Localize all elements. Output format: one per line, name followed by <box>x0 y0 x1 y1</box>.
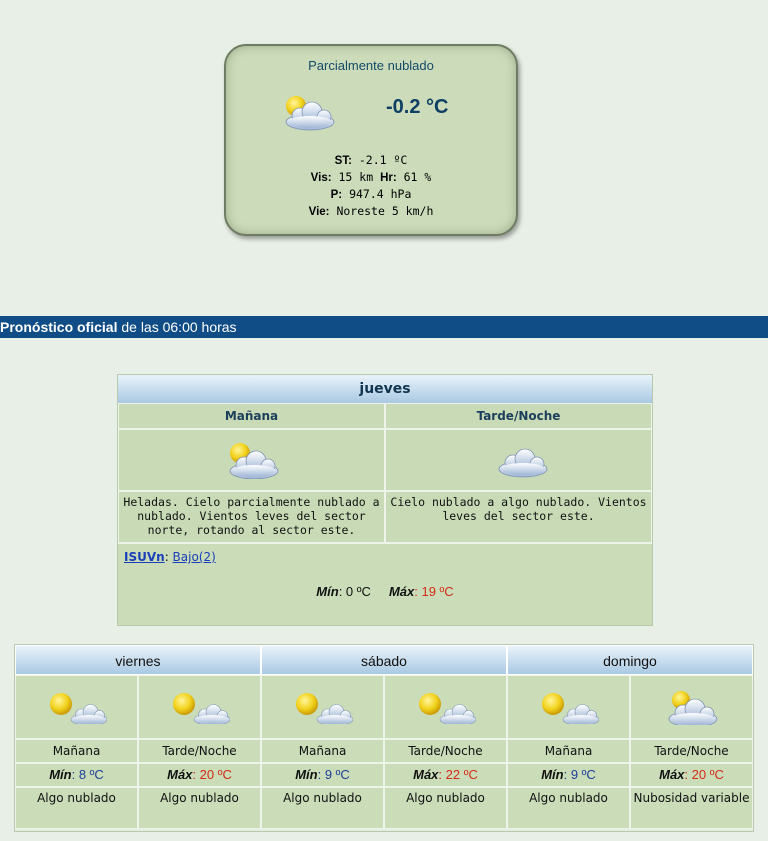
sun-cloud-icon <box>539 690 599 724</box>
temp-label: Mín <box>541 767 564 782</box>
temp-label: Máx <box>167 767 193 782</box>
temp-cell <box>15 763 138 787</box>
today-min-label: Mín <box>316 584 339 599</box>
temp-cell <box>384 763 507 787</box>
today-max-label: Máx <box>388 584 415 599</box>
temp-value: : 20 ºC <box>684 767 724 782</box>
hr-value: 61 % <box>403 170 432 184</box>
day-header-sabado: sábado <box>261 645 507 675</box>
temp-label: Máx <box>413 767 439 782</box>
hr-label: Hr: <box>380 172 397 184</box>
temp-label: Mín <box>49 767 72 782</box>
period-label: Mañana <box>261 739 384 763</box>
sun-cloud-icon <box>293 690 353 724</box>
st-value: -2.1 ºC <box>358 153 408 167</box>
vis-value: 15 km <box>338 170 374 184</box>
temp-value: : 9 ºC <box>317 767 350 782</box>
current-condition: Parcialmente nublado <box>308 58 434 73</box>
period-label: Mañana <box>15 739 138 763</box>
temp-value: : 20 ºC <box>192 767 232 782</box>
condition-desc: Algo nublado <box>261 787 384 829</box>
temp-label: Mín <box>295 767 318 782</box>
sun-cloud-icon <box>170 690 230 724</box>
st-label: ST: <box>334 155 352 167</box>
sun-cloud-icon <box>47 690 107 724</box>
temp-cell <box>507 763 630 787</box>
banner-bold: Pronóstico oficial <box>0 319 118 335</box>
partly-cloudy-icon <box>659 689 725 725</box>
today-evening-label: Tarde/Noche <box>385 403 652 429</box>
isuvn-sep: : <box>164 550 173 564</box>
temp-label: Máx <box>659 767 685 782</box>
temp-value: : 8 ºC <box>71 767 104 782</box>
temp-value: : 22 ºC <box>438 767 478 782</box>
condition-desc: Algo nublado <box>138 787 261 829</box>
period-label: Tarde/Noche <box>138 739 261 763</box>
forecast-icon-cell <box>507 675 630 739</box>
forecast-icon-cell <box>261 675 384 739</box>
current-conditions-card <box>224 44 518 236</box>
period-label: Tarde/Noche <box>384 739 507 763</box>
isuvn-value-link[interactable]: Bajo(2) <box>172 550 216 564</box>
today-evening-desc: Cielo nublado a algo nublado. Vientos leves del sector este. <box>385 491 652 543</box>
wind-label: Vie: <box>308 206 330 218</box>
partly-cloudy-icon <box>214 441 290 479</box>
current-temperature: -0.2 °C <box>386 96 449 118</box>
temp-value: : 9 ºC <box>563 767 596 782</box>
forecast-icon-cell <box>384 675 507 739</box>
today-day-header: jueves <box>118 375 652 403</box>
sun-cloud-icon <box>416 690 476 724</box>
condition-desc: Algo nublado <box>15 787 138 829</box>
cloudy-icon <box>481 441 557 479</box>
today-forecast <box>117 374 653 626</box>
forecast-banner <box>0 316 768 338</box>
temp-cell <box>630 763 753 787</box>
extended-forecast <box>14 644 754 832</box>
forecast-icon-cell <box>630 675 753 739</box>
condition-desc: Algo nublado <box>384 787 507 829</box>
today-morning-label: Mañana <box>118 403 385 429</box>
condition-desc: Nubosidad variable <box>630 787 753 829</box>
pressure-label: P: <box>330 189 343 201</box>
isuvn-link[interactable]: ISUVn <box>124 550 165 564</box>
partly-cloudy-icon <box>274 92 340 135</box>
forecast-icon-cell <box>138 675 261 739</box>
pressure-value: 947.4 hPa <box>349 187 412 201</box>
current-details <box>226 152 516 220</box>
condition-desc: Algo nublado <box>507 787 630 829</box>
isuvn-row <box>118 543 652 570</box>
forecast-icon-cell <box>15 675 138 739</box>
temp-cell <box>138 763 261 787</box>
vis-label: Vis: <box>310 172 332 184</box>
wind-value: Noreste 5 km/h <box>336 204 434 218</box>
period-label: Mañana <box>507 739 630 763</box>
today-min-value: : 0 ºC <box>338 584 371 599</box>
banner-rest: de las 06:00 horas <box>117 319 237 335</box>
temp-cell <box>261 763 384 787</box>
period-label: Tarde/Noche <box>630 739 753 763</box>
day-header-domingo: domingo <box>507 645 753 675</box>
today-morning-desc: Heladas. Cielo parcialmente nublado a nublado. Vientos leves del sector norte, rotando al sector este. <box>118 491 385 543</box>
today-max-value: : 19 ºC <box>414 584 454 599</box>
today-min-max <box>118 570 652 599</box>
day-header-viernes: viernes <box>15 645 261 675</box>
